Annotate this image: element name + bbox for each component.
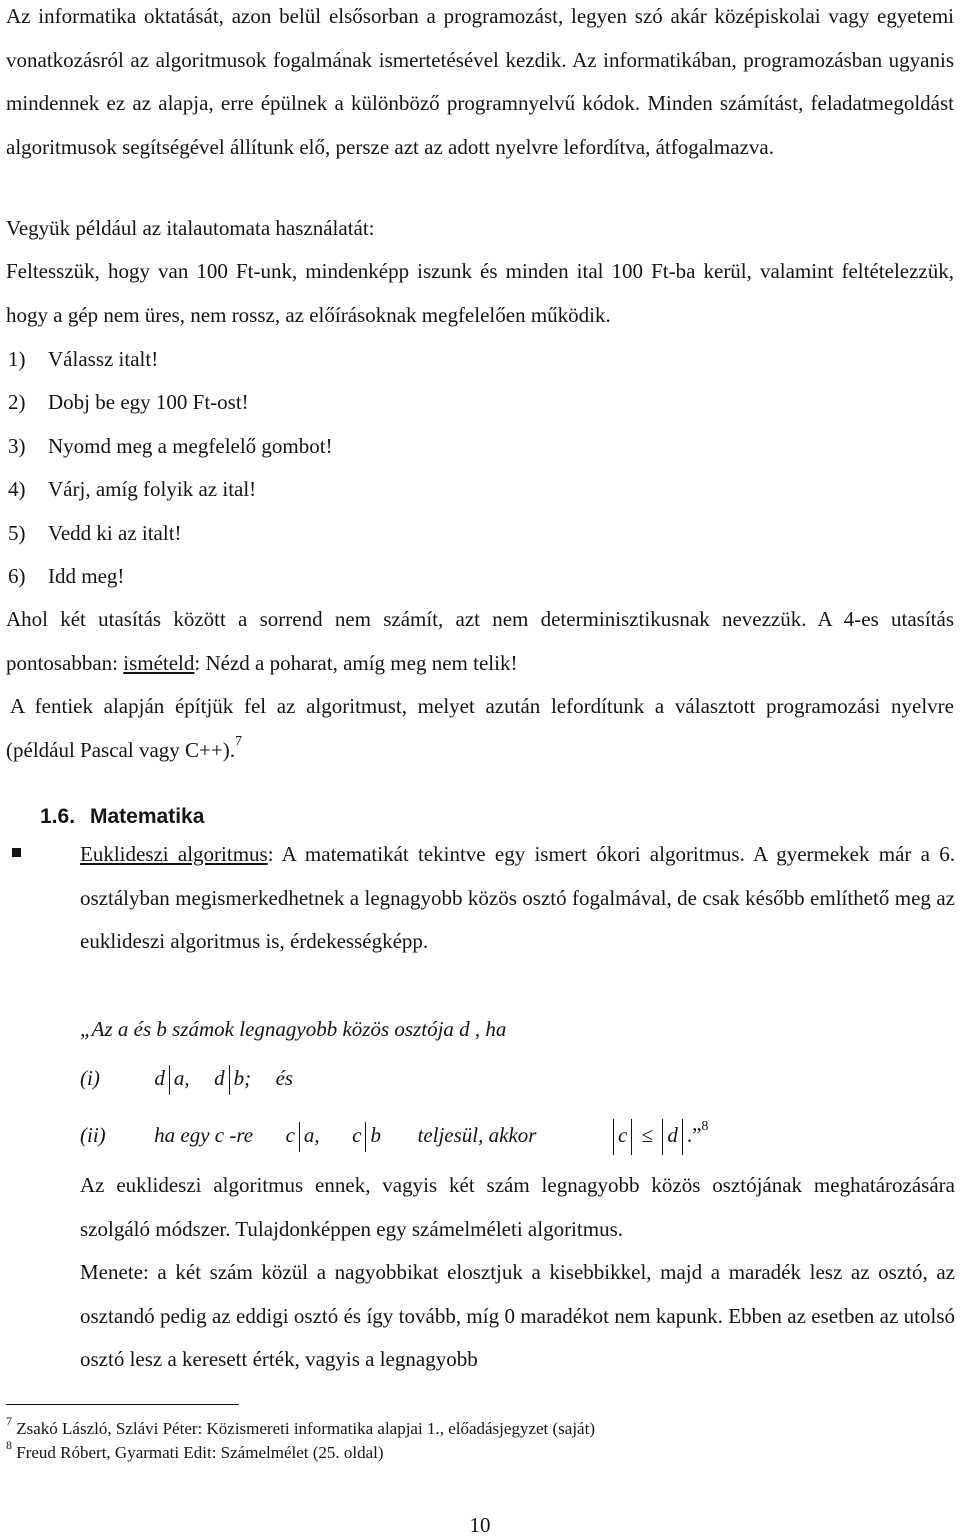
list-item: 3) Nyomd meg a megfelelő gombot! <box>8 434 333 458</box>
footnote-8: $^8$ Freud Róbert, Gyarmati Edit: Számelmélet (25. oldal) <box>6 1438 384 1462</box>
euclid-description: Az euklideszi algoritmus ennek, vagyis két szám legnagyobb közös osztójának meghatározására szolgáló módszer. Tulajdonképpen egy számelméleti algoritmus. <box>80 1173 955 1241</box>
footnote-ref: 8 <box>701 1118 709 1134</box>
repeat-term: ismételd <box>123 650 195 675</box>
list-item: 2) Dobj be egy 100 Ft-ost! <box>8 390 249 414</box>
euclid-term: Euklideszi algoritmus <box>80 842 268 866</box>
footnote-7: $^7$ Zsakó László, Szlávi Péter: Közismereti informatika alapjai 1., előadásjegyzet (saját) <box>6 1414 595 1438</box>
list-item: 4) Várj, amíg folyik az ital! <box>8 477 257 501</box>
square-bullet-icon <box>12 848 21 857</box>
definition-condition-ii: (ii) ha egy c -re c a, c b teljesül, akkor c ≤ d .”$^8$ <box>80 1119 708 1155</box>
list-item: 1) Válassz italt! <box>8 347 159 371</box>
footnote-ref: 7 <box>234 733 242 749</box>
page-number: 10 <box>469 1513 491 1537</box>
footnote-divider <box>6 1404 239 1405</box>
definition-condition-i: (i) d a, d b; és <box>80 1063 293 1095</box>
determinism-paragraph: Ahol két utasítás között a sorrend nem számít, azt nem determinisztikusnak nevezzük. A 4-es utasítás pontosabban: ismételd: Nézd a poharat, amíg meg nem telik! <box>6 607 954 675</box>
assumption-paragraph: Feltesszük, hogy van 100 Ft-unk, mindenképp iszunk és minden ital 100 Ft-ba kerül, valamint feltételezzük, hogy a gép nem üres, nem rossz, az előírásoknak megfelelően működik. <box>6 259 954 327</box>
algorithm-paragraph: A fentiek alapján építjük fel az algoritmust, melyet azután lefordítunk a választott programozási nyelvre (például Pascal vagy C++).$^7$ <box>6 694 954 762</box>
definition-line: „Az a és b számok legnagyobb közös osztója d , ha <box>80 1017 507 1041</box>
euclid-method: Menete: a két szám közül a nagyobbikat elosztjuk a kisebbikkel, majd a maradék lesz az osztó, az osztandó pedig az eddigi osztó és így tovább, míg 0 maradékot nem kapunk. Ebben az esetben az utolsó osztó lesz a keresett érték, vagyis a legnagyobb <box>80 1260 955 1371</box>
intro-paragraph: Az informatika oktatását, azon belül elsősorban a programozást, legyen szó akár középiskolai vagy egyetemi vonatkozásról az algoritmusok fogalmának ismertetésével kezdik. Az informatikában, programozásban ugyanis mindennek ez az alapja, erre épülnek a különböző programnyelvű kódok. Minden számítást, feladatmegoldást algoritmusok segítségével állítunk elő, persze azt az adott nyelvre lefordítva, átfogalmazva. <box>6 4 954 159</box>
example-intro: Vegyük például az italautomata használatát: <box>6 216 375 240</box>
euclid-bullet-paragraph: Euklideszi algoritmus: A matematikát tekintve egy ismert ókori algoritmus. A gyermekek már a 6. osztályban megismerkedhetnek a legnagyobb közös osztó fogalmával, de csak később említhető meg az euklideszi algoritmus is, érdekességképp. <box>80 842 955 953</box>
list-item: 6) Idd meg! <box>8 564 125 588</box>
list-item: 5) Vedd ki az italt! <box>8 521 182 545</box>
section-heading: 1.6. Matematika <box>40 805 205 828</box>
